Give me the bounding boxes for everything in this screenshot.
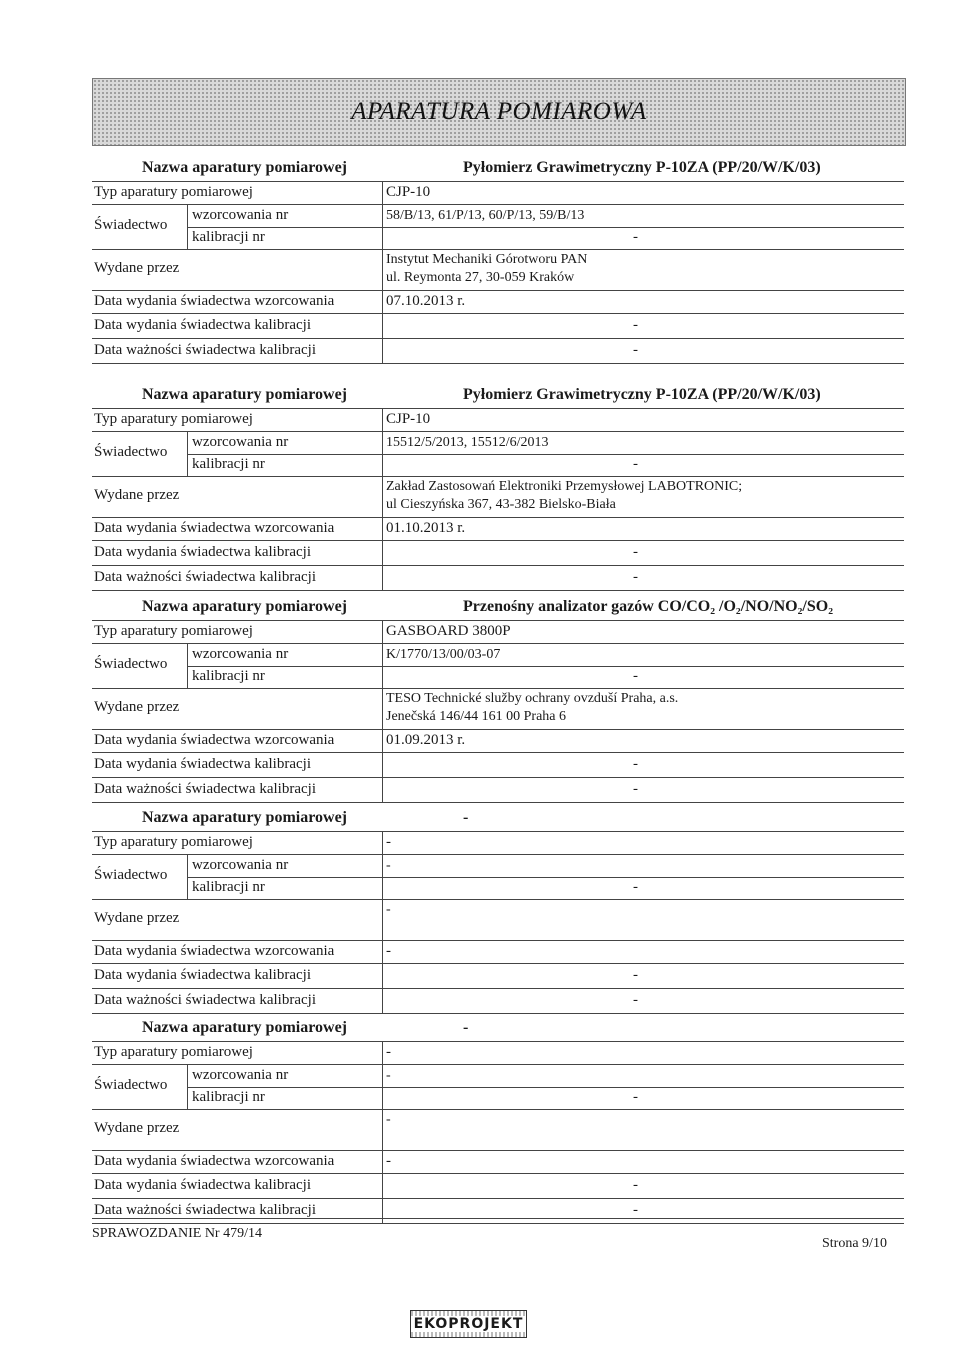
name-label: Nazwa aparatury pomiarowej bbox=[142, 159, 348, 176]
instrument-name: - bbox=[463, 1019, 469, 1036]
validity-label: Data ważności świadectwa kalibracji bbox=[94, 1202, 316, 1218]
calibration-date-value: - bbox=[633, 1177, 638, 1193]
section-banner bbox=[92, 78, 906, 146]
section-title: APARATURA POMIAROWA bbox=[351, 98, 647, 125]
pattern-number: - bbox=[386, 858, 391, 873]
issuer-line-1: Instytut Mechaniki Górotworu PAN bbox=[386, 252, 588, 267]
instrument-block bbox=[92, 155, 904, 364]
validity-row bbox=[92, 566, 904, 591]
validity-value: - bbox=[633, 992, 638, 1008]
pattern-label: wzorcowania nr bbox=[192, 207, 289, 223]
type-label: Typ aparatury pomiarowej bbox=[94, 411, 253, 427]
calibration-date-label: Data wydania świadectwa kalibracji bbox=[94, 544, 311, 560]
instrument-type: CJP-10 bbox=[386, 184, 431, 200]
validity-label: Data ważności świadectwa kalibracji bbox=[94, 992, 316, 1008]
pattern-date-value: - bbox=[386, 943, 391, 959]
type-row bbox=[92, 621, 904, 644]
calibration-date-row bbox=[92, 753, 904, 778]
type-label: Typ aparatury pomiarowej bbox=[94, 184, 253, 200]
name-row bbox=[92, 1015, 904, 1042]
calibration-date-label: Data wydania świadectwa kalibracji bbox=[94, 1177, 311, 1193]
validity-row bbox=[92, 989, 904, 1014]
pattern-date-label: Data wydania świadectwa wzorcowania bbox=[94, 943, 335, 959]
pattern-date-row bbox=[92, 1151, 904, 1174]
type-row bbox=[92, 832, 904, 855]
validity-label: Data ważności świadectwa kalibracji bbox=[94, 342, 316, 358]
instrument-type: - bbox=[386, 1044, 391, 1060]
issuer-row bbox=[92, 1110, 904, 1151]
calibration-date-label: Data wydania świadectwa kalibracji bbox=[94, 317, 311, 333]
calibration-date-row bbox=[92, 541, 904, 566]
calibration-number: - bbox=[633, 879, 638, 895]
calibration-label: kalibracji nr bbox=[192, 879, 265, 895]
name-label: Nazwa aparatury pomiarowej bbox=[142, 1019, 348, 1036]
pattern-label: wzorcowania nr bbox=[192, 646, 289, 662]
type-label: Typ aparatury pomiarowej bbox=[94, 834, 253, 850]
pattern-number: - bbox=[386, 1068, 391, 1083]
page-number: Strona 9/10 bbox=[822, 1236, 887, 1251]
pattern-date-row bbox=[92, 291, 904, 314]
footer-divider bbox=[92, 1218, 904, 1219]
pattern-date-row bbox=[92, 730, 904, 753]
pattern-label: wzorcowania nr bbox=[192, 1067, 289, 1083]
type-row bbox=[92, 182, 904, 205]
issuer-line-2: ul. Reymonta 27, 30-059 Kraków bbox=[386, 270, 575, 285]
issuer-row bbox=[92, 250, 904, 291]
issuer-label: Wydane przez bbox=[94, 487, 180, 503]
calibration-number: - bbox=[633, 456, 638, 472]
name-label: Nazwa aparatury pomiarowej bbox=[142, 809, 348, 826]
instrument-name: Pyłomierz Grawimetryczny P-10ZA (PP/20/W/K/03) bbox=[463, 386, 821, 403]
certificate-label: Świadectwo bbox=[94, 444, 168, 460]
calibration-date-value: - bbox=[633, 317, 638, 333]
certificate-label: Świadectwo bbox=[94, 217, 168, 233]
instrument-name: Przenośny analizator gazów CO/CO₂ /O₂/NO/NO₂/SO₂ bbox=[463, 598, 833, 615]
issuer-label: Wydane przez bbox=[94, 910, 180, 926]
validity-value: - bbox=[633, 342, 638, 358]
calibration-date-row bbox=[92, 964, 904, 989]
instrument-type: - bbox=[386, 834, 391, 850]
validity-row bbox=[92, 1199, 904, 1224]
name-row bbox=[92, 805, 904, 832]
pattern-number: K/1770/13/00/03-07 bbox=[386, 647, 501, 662]
certificate-row bbox=[92, 1065, 904, 1110]
calibration-number: - bbox=[633, 229, 638, 245]
calibration-date-value: - bbox=[633, 756, 638, 772]
instrument-type: CJP-10 bbox=[386, 411, 431, 427]
pattern-date-label: Data wydania świadectwa wzorcowania bbox=[94, 293, 335, 309]
pattern-date-value: - bbox=[386, 1153, 391, 1169]
name-row bbox=[92, 382, 904, 409]
pattern-label: wzorcowania nr bbox=[192, 857, 289, 873]
type-row bbox=[92, 1042, 904, 1065]
issuer-line-2: Jenečská 146/44 161 00 Praha 6 bbox=[386, 709, 567, 724]
instrument-block bbox=[92, 382, 904, 591]
pattern-label: wzorcowania nr bbox=[192, 434, 289, 450]
certificate-row bbox=[92, 205, 904, 250]
calibration-date-value: - bbox=[633, 544, 638, 560]
certificate-row bbox=[92, 432, 904, 477]
issuer-label: Wydane przez bbox=[94, 1120, 180, 1136]
calibration-date-row bbox=[92, 314, 904, 339]
stamp-text: EKOPROJEKT bbox=[411, 1316, 527, 1332]
calibration-date-label: Data wydania świadectwa kalibracji bbox=[94, 967, 311, 983]
pattern-date-row bbox=[92, 518, 904, 541]
calibration-date-label: Data wydania świadectwa kalibracji bbox=[94, 756, 311, 772]
calibration-date-value: - bbox=[633, 967, 638, 983]
pattern-date-value: 07.10.2013 r. bbox=[386, 293, 466, 309]
pattern-date-value: 01.10.2013 r. bbox=[386, 520, 466, 536]
calibration-label: kalibracji nr bbox=[192, 456, 265, 472]
instrument-block bbox=[92, 1015, 904, 1224]
pattern-date-label: Data wydania świadectwa wzorcowania bbox=[94, 520, 335, 536]
calibration-label: kalibracji nr bbox=[192, 1089, 265, 1105]
calibration-label: kalibracji nr bbox=[192, 229, 265, 245]
issuer-line-2: ul Cieszyńska 367, 43-382 Bielsko-Biała bbox=[386, 497, 616, 512]
validity-value: - bbox=[633, 1202, 638, 1218]
name-label: Nazwa aparatury pomiarowej bbox=[142, 386, 348, 403]
certificate-label: Świadectwo bbox=[94, 1077, 168, 1093]
type-label: Typ aparatury pomiarowej bbox=[94, 1044, 253, 1060]
name-row bbox=[92, 155, 904, 182]
issuer-row bbox=[92, 689, 904, 730]
pattern-number: 58/B/13, 61/P/13, 60/P/13, 59/B/13 bbox=[386, 208, 585, 223]
validity-label: Data ważności świadectwa kalibracji bbox=[94, 781, 316, 797]
certificate-label: Świadectwo bbox=[94, 867, 168, 883]
issuer-line-1: - bbox=[386, 902, 391, 917]
issuer-label: Wydane przez bbox=[94, 699, 180, 715]
calibration-number: - bbox=[633, 1089, 638, 1105]
name-row bbox=[92, 594, 904, 621]
issuer-line-1: TESO Technické služby ochrany ovzduší Praha, a.s. bbox=[386, 691, 679, 706]
calibration-number: - bbox=[633, 668, 638, 684]
issuer-label: Wydane przez bbox=[94, 260, 180, 276]
certificate-row bbox=[92, 855, 904, 900]
validity-value: - bbox=[633, 781, 638, 797]
pattern-date-label: Data wydania świadectwa wzorcowania bbox=[94, 732, 335, 748]
type-label: Typ aparatury pomiarowej bbox=[94, 623, 253, 639]
type-row bbox=[92, 409, 904, 432]
instrument-block bbox=[92, 594, 904, 803]
issuer-row bbox=[92, 477, 904, 518]
report-number: SPRAWOZDANIE Nr 479/14 bbox=[92, 1226, 262, 1241]
issuer-line-1: - bbox=[386, 1112, 391, 1127]
company-stamp bbox=[410, 1310, 527, 1338]
validity-value: - bbox=[633, 569, 638, 585]
instrument-block bbox=[92, 805, 904, 1014]
pattern-date-row bbox=[92, 941, 904, 964]
calibration-date-row bbox=[92, 1174, 904, 1199]
pattern-date-label: Data wydania świadectwa wzorcowania bbox=[94, 1153, 335, 1169]
validity-row bbox=[92, 778, 904, 803]
validity-row bbox=[92, 339, 904, 364]
issuer-row bbox=[92, 900, 904, 941]
instrument-name: Pyłomierz Grawimetryczny P-10ZA (PP/20/W/K/03) bbox=[463, 159, 821, 176]
pattern-number: 15512/5/2013, 15512/6/2013 bbox=[386, 435, 549, 450]
validity-label: Data ważności świadectwa kalibracji bbox=[94, 569, 316, 585]
certificate-label: Świadectwo bbox=[94, 656, 168, 672]
issuer-line-1: Zakład Zastosowań Elektroniki Przemysłowej LABOTRONIC; bbox=[386, 479, 743, 494]
name-label: Nazwa aparatury pomiarowej bbox=[142, 598, 348, 615]
calibration-label: kalibracji nr bbox=[192, 668, 265, 684]
pattern-date-value: 01.09.2013 r. bbox=[386, 732, 466, 748]
instrument-name: - bbox=[463, 809, 469, 826]
instrument-type: GASBOARD 3800P bbox=[386, 623, 511, 639]
certificate-row bbox=[92, 644, 904, 689]
